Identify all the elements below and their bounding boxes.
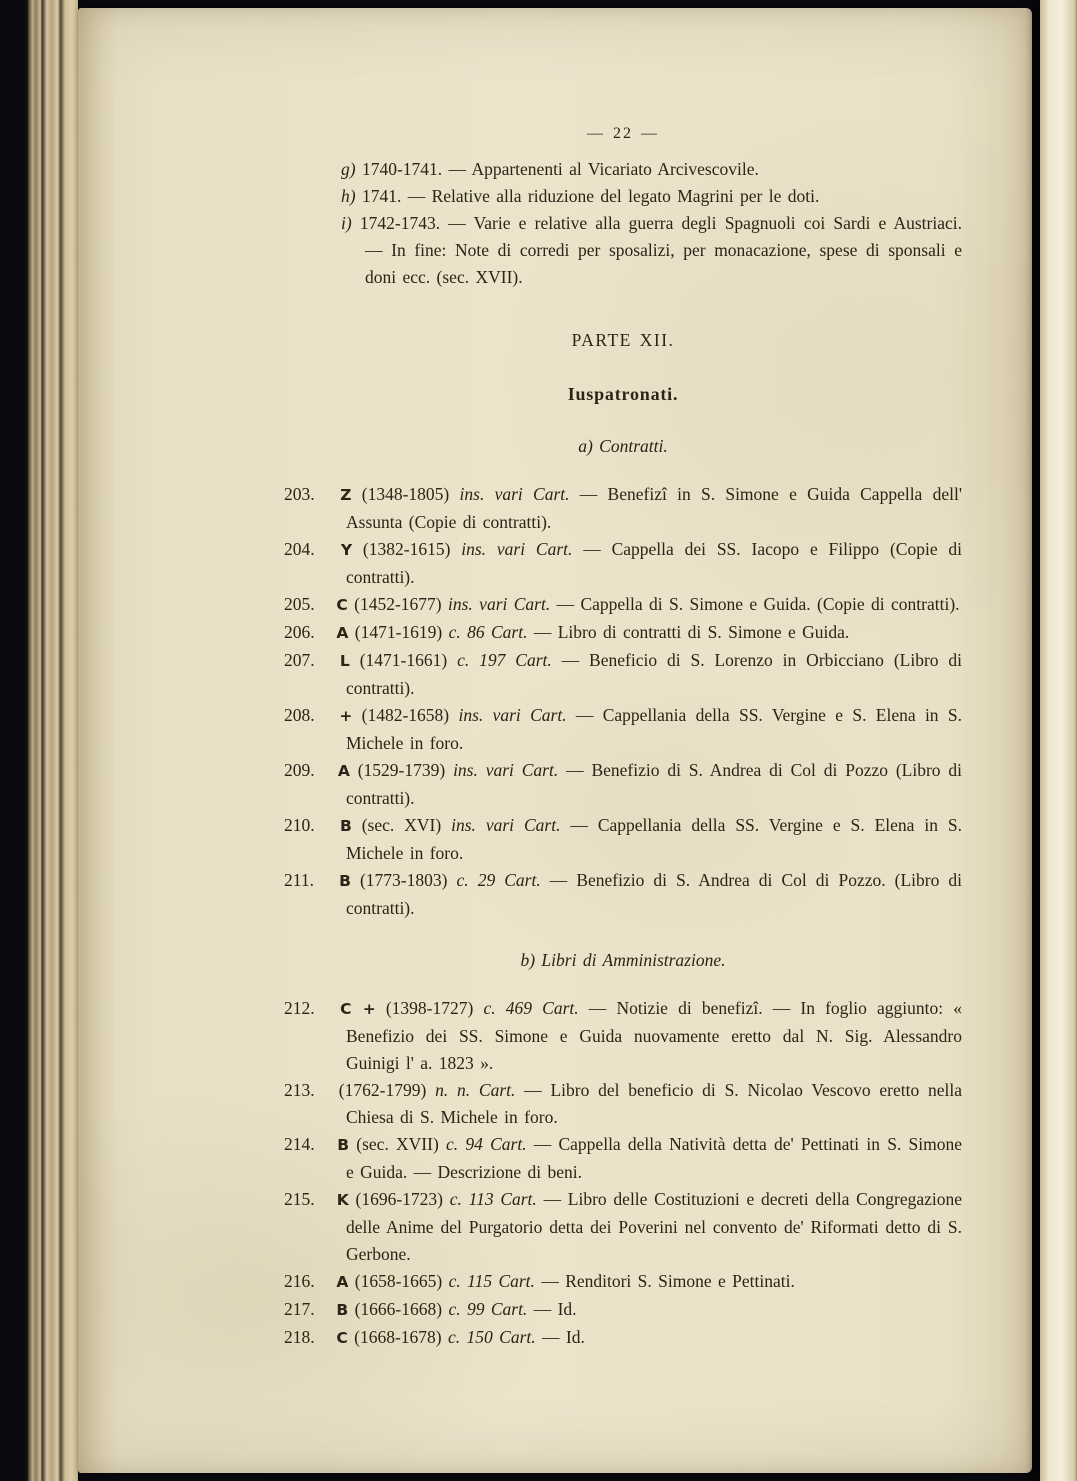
catalog-entry	[284, 619, 962, 647]
entry-format: ins. vari Cart.	[461, 539, 573, 559]
entry-date-range: (1482-1658)	[361, 705, 450, 725]
entry-format: c. 150 Cart.	[448, 1327, 536, 1347]
intro-item: h) 1741. — Relative alla riduzione del legato Magrini per le doti.	[341, 186, 820, 206]
entry-format: c. 113 Cart.	[449, 1189, 537, 1209]
catalog-entry	[284, 1296, 962, 1324]
catalog-entry	[284, 481, 962, 536]
entry-description: — Id.	[542, 1327, 585, 1347]
entry-number: 205.	[284, 594, 315, 614]
entry-date-range: (sec. XVII)	[356, 1134, 439, 1154]
part-heading: PARTE XII.	[571, 330, 675, 350]
entry-description: — Benefizî in S. Simone e Guida Cappella dell' Assunta (Copie di contratti).	[346, 484, 962, 532]
entry-date-range: (1471-1661)	[359, 650, 448, 670]
entries-list-amministrazione	[284, 995, 962, 1352]
entry-format: c. 29 Cart.	[456, 870, 541, 890]
intro-item-label: g)	[341, 159, 356, 179]
entry-shelfmark: A	[337, 762, 350, 780]
entry-date-range: (1452-1677)	[354, 594, 442, 614]
entry-date-range: (1529-1739)	[357, 760, 446, 780]
page-text-block	[284, 120, 962, 1352]
entry-description: — Libro di contratti di S. Simone e Guida.	[533, 622, 850, 642]
entry-description: — Notizie di benefizî. — In foglio aggiunto: « Benefizio dei SS. Simone e Guida nuovamente eretto dal N. Sig. Alessandro Guinigi l' a. 1823 ».	[346, 998, 963, 1073]
entries-list-contratti	[284, 481, 962, 922]
entry-shelfmark: +	[339, 707, 353, 725]
entry-description: — Id.	[533, 1299, 577, 1319]
entry-shelfmark: C	[336, 596, 348, 614]
entry-shelfmark: B	[339, 817, 352, 835]
entry-description: — Libro delle Costituzioni e decreti della Congregazione delle Anime del Purgatorio detta dei Poverini nel convento de' Riformati detto di S. Gerbone.	[346, 1189, 963, 1264]
catalog-entry	[284, 702, 962, 757]
entry-shelfmark: Z	[340, 486, 352, 504]
subsection-heading-b: b) Libri di Amministrazione.	[520, 950, 726, 970]
intro-item: i) 1742-1743. — Varie e relative alla guerra degli Spagnuoli coi Sardi e Austriaci. — In fine: Note di corredi per sposalizi, per monacazione, spese di sponsali e doni ecc. (sec. XVII).	[341, 213, 962, 287]
entry-number: 207.	[284, 650, 315, 670]
entry-format: c. 94 Cart.	[446, 1134, 527, 1154]
entry-format: ins. vari Cart.	[451, 815, 561, 835]
entry-format: ins. vari Cart.	[459, 484, 570, 504]
entry-number: 211.	[284, 870, 314, 890]
entry-shelfmark: Y	[340, 541, 353, 559]
catalog-entry	[284, 647, 962, 702]
entry-number: 214.	[284, 1134, 315, 1154]
entry-shelfmark: A	[336, 1273, 349, 1291]
entry-number: 208.	[284, 705, 315, 725]
entry-date-range: (1398-1727)	[385, 998, 474, 1018]
entry-description: — Libro del beneficio di S. Nicolao Vescovo eretto nella Chiesa di S. Michele in foro.	[346, 1080, 963, 1127]
entry-format: c. 86 Cart.	[448, 622, 528, 642]
catalog-entry	[284, 1186, 962, 1268]
entry-date-range: (1348-1805)	[361, 484, 450, 504]
adjacent-page-edge	[1040, 0, 1077, 1481]
entry-shelfmark: B	[336, 1301, 349, 1319]
entry-number: 210.	[284, 815, 315, 835]
entry-date-range: (1382-1615)	[362, 539, 451, 559]
entry-date-range: (sec. XVI)	[361, 815, 442, 835]
entry-format: ins. vari Cart.	[453, 760, 559, 780]
entry-number: 209.	[284, 760, 315, 780]
entry-description: — Beneficio di S. Lorenzo in Orbicciano (Libro di contratti).	[346, 650, 963, 698]
entry-description: — Benefizio di S. Andrea di Col di Pozzo. (Libro di contratti).	[346, 870, 963, 918]
entry-shelfmark: B	[337, 1136, 350, 1154]
entry-format: c. 197 Cart.	[457, 650, 552, 670]
catalog-entry	[284, 536, 962, 591]
entry-description: — Cappella della Natività detta de' Pettinati in S. Simone e Guida. — Descrizione di beni.	[346, 1134, 963, 1182]
entry-date-range: (1658-1665)	[354, 1271, 443, 1291]
intro-list	[341, 156, 962, 291]
entry-description: — Renditori S. Simone e Pettinati.	[541, 1271, 795, 1291]
entry-date-range: (1696-1723)	[355, 1189, 443, 1209]
entry-number: 216.	[284, 1271, 315, 1291]
entry-number: 212.	[284, 998, 315, 1018]
catalog-entry	[284, 1131, 962, 1186]
entry-format: ins. vari Cart.	[448, 594, 551, 614]
entry-format: c. 99 Cart.	[448, 1299, 528, 1319]
entry-date-range: (1773-1803)	[359, 870, 448, 890]
book-page	[78, 8, 1032, 1473]
entry-format: c. 469 Cart.	[483, 998, 579, 1018]
catalog-entry	[284, 1268, 962, 1296]
entry-number: 204.	[284, 539, 315, 559]
entry-number: 217.	[284, 1299, 315, 1319]
entry-number: 218.	[284, 1327, 315, 1347]
entry-shelfmark: K	[336, 1191, 349, 1209]
catalog-entry	[284, 591, 962, 619]
entry-number: 213.	[284, 1080, 315, 1100]
intro-item-label: h)	[341, 186, 356, 206]
entry-number: 215.	[284, 1189, 315, 1209]
entry-format: ins. vari Cart.	[458, 705, 567, 725]
entry-description: — Cappella di S. Simone e Guida. (Copie di contratti).	[556, 594, 960, 614]
catalog-entry	[284, 995, 962, 1077]
intro-item: g) 1740-1741. — Appartenenti al Vicariato Arcivescovile.	[341, 159, 759, 179]
catalog-entry	[284, 1077, 962, 1131]
page-number: — 22 —	[587, 125, 659, 142]
catalog-entry	[284, 1324, 962, 1352]
entry-shelfmark: B	[339, 872, 351, 890]
subsection-heading-a: a) Contratti.	[578, 436, 668, 456]
entry-date-range: (1762-1799)	[338, 1080, 427, 1100]
book-binding-page-edges	[24, 0, 78, 1481]
intro-item-label: i)	[341, 213, 352, 233]
entry-description: — Cappella dei SS. Iacopo e Filippo (Copie di contratti).	[346, 539, 963, 587]
section-title: Iuspatronati.	[567, 384, 679, 404]
catalog-entry	[284, 867, 962, 922]
entry-shelfmark: C +	[340, 1000, 376, 1018]
entry-date-range: (1471-1619)	[354, 622, 443, 642]
catalog-entry	[284, 757, 962, 812]
entry-shelfmark: L	[339, 652, 350, 670]
entry-shelfmark: C	[336, 1329, 348, 1347]
entry-number: 203.	[284, 484, 315, 504]
entry-format: c. 115 Cart.	[448, 1271, 535, 1291]
entry-description: — Cappellania della SS. Vergine e S. Elena in S. Michele in foro.	[346, 815, 963, 863]
entry-description: — Cappellania della SS. Vergine e S. Elena in S. Michele in foro.	[346, 705, 962, 753]
entry-description: — Benefizio di S. Andrea di Col di Pozzo (Libro di contratti).	[346, 760, 963, 808]
entry-format: n. n. Cart.	[435, 1080, 516, 1100]
entry-shelfmark: A	[336, 624, 349, 642]
entry-date-range: (1666-1668)	[354, 1299, 443, 1319]
entry-date-range: (1668-1678)	[354, 1327, 442, 1347]
entry-number: 206.	[284, 622, 315, 642]
catalog-entry	[284, 812, 962, 867]
